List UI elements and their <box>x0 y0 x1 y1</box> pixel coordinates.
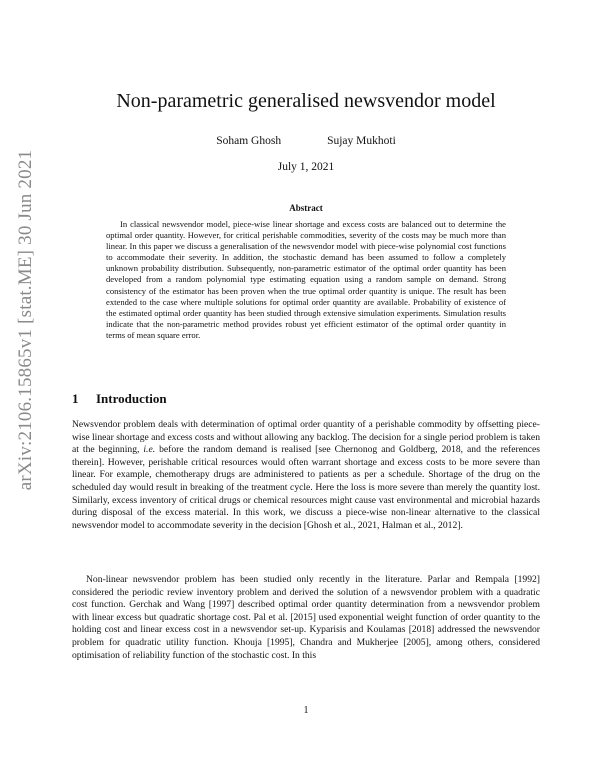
section-title: Introduction <box>96 391 167 406</box>
section-number: 1 <box>72 391 79 406</box>
paragraph-text: Newsvendor problem deals with determination of optimal order quantity of a perishable commodity by offsetting piece-wise linear shortage and excess costs and without allowing any backlog. The decision for a single period problem is taken at the beginning, <box>72 419 540 456</box>
paper-title: Non-parametric generalised newsvendor model <box>116 90 496 112</box>
page-number: 1 <box>303 705 309 716</box>
paragraph-text: before the random demand is realised [see Chernonog and Goldberg, 2018, and the references therein]. However, perishable critical resources would often warrant shortage and excess costs to be more severe than linear. For example, chemotherapy drugs are administered to patients as per a schedule. Shortage of the drug on the scheduled day would result in breaking of the treatment cycle. Here the loss is more severe than merely the quantity lost. Similarly, excess inventory of critical drugs or chemical resources might cause vast environmental and microbial hazards during disposal of the excess material. In this work, we discuss a piece-wise non-linear alternative to the classical newsvendor model to accommodate severity in the decision [Ghosh et al., 2021, Halman et al., 2012]. <box>72 444 541 531</box>
body-paragraph: Non-linear newsvendor problem has been studied only recently in the literature. Parlar and Rempala [1992] considered the periodic review inventory problem and derived the solution of a newsvendor problem with a quadratic cost function. Gerchak and Wang [1997] described optimal order quantity determination from a newsvendor problem with linear excess but quadratic shortage cost. Pal et al. [2015] used exponential weight function of order quantity to the holding cost and linear excess cost in a newsvendor set-up. Kyparisis and Koulamas [2018] addressed the newsvendor problem for quadratic utility function. Khouja [1995], Chandra and Mukherjee [2005], among others, considered optimisation of reliability function of the stochastic cost. In this <box>72 574 540 661</box>
abstract-text: In classical newsvendor model, piece-wise linear shortage and excess costs are balanced out to determine the optimal order quantity. However, for critical perishable commodities, severity of the costs may be much more than linear. In this paper we discuss a generalisation of the newsvendor model with piece-wise polynomial cost functions to accommodate their severity. In addition, the stochastic demand has been assumed to follow a completely unknown probability distribution. Subsequently, non-parametric estimator of the optimal order quantity has been developed from a random polynomial type estimating equation using a random sample on demand. Strong consistency of the estimator has been proven when the true optimal order quantity is unique. The result has been extended to the case where multiple solutions for optimal order quantity are available. Probability of existence of the estimated optimal order quantity has been studied through extensive simulation experiments. Simulation results indicate that the non-parametric method provides robust yet efficient estimator of the optimal order quantity in terms of mean square error. <box>106 219 506 340</box>
publication-date: July 1, 2021 <box>277 161 335 173</box>
body-paragraph <box>72 419 540 532</box>
arxiv-id-text: arXiv:2106.15865v1 [stat.ME] 30 Jun 2021 <box>15 149 37 491</box>
arxiv-identifier-stamp <box>8 60 44 580</box>
author-list <box>72 135 540 147</box>
section-heading <box>72 391 167 407</box>
author-name: Sujay Mukhoti <box>327 135 396 147</box>
abstract-heading: Abstract <box>289 203 323 213</box>
author-name: Soham Ghosh <box>216 135 282 147</box>
italic-abbreviation: i.e. <box>143 444 156 456</box>
